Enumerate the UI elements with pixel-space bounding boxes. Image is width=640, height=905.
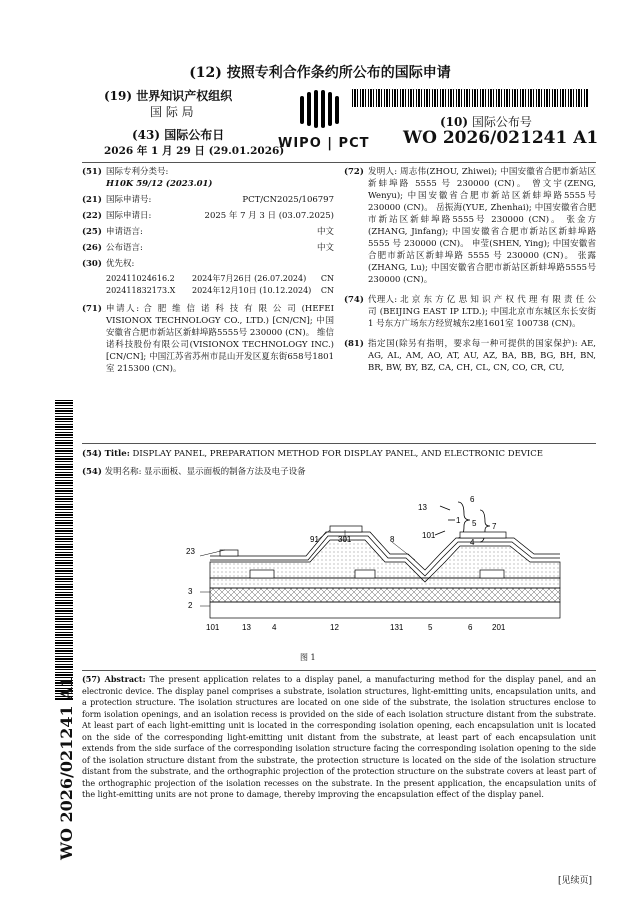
ipc-row [82,166,334,190]
app-no-value: PCT/CN2025/106797 [242,195,334,205]
publang-label: 公布语言: [106,243,143,253]
title-en-label: Title: [104,449,130,459]
states-row [344,338,596,374]
applicant-text: 申请人: 合 肥 维 信 诺 科 技 有 限 公 司 (HEFEI VISIONOX TECHNOLOGY CO., LTD.) [CN/CN]; 中国安徽省合肥市新站区新蚌埠路5555号 230000 (CN)。 维信诺科技股份有限公司(VISIONOX TECHNOLOGY INC.) [CN/CN]; 中国江苏省苏州市昆山开发区夏东街658号1801室 215300 (CN)。 [106,304,334,374]
lang-label: 申请语言: [106,227,143,237]
figure-label: 6 [468,623,473,632]
states-text: 指定国(除另有指明，要求每一种可提供的国家保护): AE, AG, AL, AM, AO, AT, AU, AZ, BA, BB, BG, BH, BN, BR, BW, BY, BZ, CA, CH, CL, CN, CO, CR, CU, [368,339,596,373]
priority-label: 优先权: [106,259,135,269]
pub-date-label: 国际公布日 [164,128,225,142]
figure-label: 5 [472,519,477,528]
figure-label: 301 [338,535,352,544]
states-code: (81) [344,339,364,349]
agent-code: (74) [344,295,364,305]
figure-label: 91 [310,535,319,544]
pub-no: WO 2026/021241 A1 [403,128,599,148]
figure-label: 12 [330,623,339,632]
priority-item: 202411832173.X 2024年12月10日 (10.12.2024) CN [106,286,334,295]
title-en-line [82,448,596,460]
figure-caption: 图 1 [300,653,316,662]
abstract [82,674,596,801]
side-pub-no-text: WO 2026/021241 A1 [57,676,76,860]
app-no-code: (21) [82,195,102,205]
inventor-row [344,166,596,286]
title-cn-line [82,466,596,478]
abstract-label: Abstract: [104,674,146,684]
org-line [104,87,232,104]
title-cn-code: (54) [82,467,102,477]
filing-value: 2025 年 7 月 3 日 (03.07.2025) [204,211,334,221]
applicant-code: (71) [82,304,102,314]
figure-label: 5 [428,623,433,632]
figure-label: 3 [188,587,193,596]
lang-row [82,226,334,238]
pub-date-code: (43) [132,128,161,142]
title-cn: 显示面板、显示面板的制备方法及电子设备 [144,467,306,477]
side-pub-no [55,676,79,860]
lang-value: 中文 [316,227,334,237]
header-rule [82,162,596,163]
pub-no-code: (10) [440,115,469,129]
agent-text: 代理人: 北 京 东 方 亿 思 知 识 产 权 代 理 有 限 责 任 公 司 (BEIJING EAST IP LTD.); 中国北京市东城区东长安街 1 号东方广场东方经贸城东2座1601室 100738 (CN)。 [368,295,596,329]
applicant-row [82,303,334,375]
figure-label: 1 [456,516,461,525]
app-no-row [82,194,334,206]
title-code: (54) [82,449,102,459]
inventor-text: 发明人: 周志伟(ZHOU, Zhiwei); 中国安徽省合肥市新站区新蚌埠路 5555 号 230000 (CN)。 曾文宇(ZENG, Wenyu); 中国安徽省合肥市新站区新蚌埠路5555号 230000 (CN)。 岳振海(YUE, Zhenhai); 中国安徽省合肥市新站区新蚌埠路5555号 230000 (CN)。 张金方(ZHANG, Jinfang); 中国安徽省合肥市新站区新蚌埠路 5555 号 230000 (CN)。 申莹(SHEN, Ying); 中国安徽省合肥市新站区新蚌埠路 5555 号 230000 (CN)。 张露(ZHANG, Lu); 中国安徽省合肥市新站区新蚌埠路5555号 230000 (CN)。 [368,167,596,285]
figure-label: 4 [272,623,277,632]
ipc-label: 国际专利分类号: [106,167,169,177]
filing-code: (22) [82,211,102,221]
document-title: (12) 按照专利合作条约所公布的国际申请 [189,65,451,81]
figure-label: 4 [470,538,475,547]
title-en: DISPLAY PANEL, PREPARATION METHOD FOR DISPLAY PANEL, AND ELECTRONIC DEVICE [132,449,543,459]
abstract-code: (57) [82,674,101,684]
pub-date: 2026 年 1 月 29 日 (29.01.2026) [104,145,285,157]
inventor-code: (72) [344,167,364,177]
bibliographic-right [344,166,596,377]
filing-row [82,210,334,222]
lang-code: (25) [82,227,102,237]
priority-row [82,258,334,270]
pub-no-label: 国际公布号 [471,115,532,129]
org-code: (19) [104,89,133,103]
publang-code: (26) [82,243,102,253]
priority-code: (30) [82,259,102,269]
abstract-text: The present application relates to a display panel, a manufacturing method for the display panel, and an electronic device. The display panel comprises a substrate, isolation structures, light-emitting units, encapsulation units, and a protection structure. The isolation structures are located on one side of the substrate, the isolation structures enclose to form isolation openings, and an isolation recess is provided on the side of each isolation structure distant from the substrate. At least part of each light-emitting unit is located in the corresponding isolation opening, each encapsulation unit is located on the side of the corresponding light-emitting unit distant from the substrate, at least part of each encapsulation unit extends from the side surface of the corresponding isolation structure facing the corresponding isolation opening to the side of the isolation structure distant from the substrate, the protection structure is located on the side of the isolation structure distant from the substrate, and the orthographic projection of the protection structure on the substrate covers at least part of the orthographic projection of the isolation recesses on the substrate. In the present application, the encapsulation units of the light-emitting units are not prone to damage, thereby improving the encapsulation effect of the display panel. [82,675,597,799]
side-barcode [55,400,73,700]
figure-label: 101 [206,623,220,632]
figure-label: 13 [418,503,427,512]
org-sub: 国 际 局 [150,105,194,119]
figure-label: 131 [390,623,404,632]
title-cn-label: 发明名称: [104,467,142,477]
ipc-value: H10K 59/12 (2023.01) [106,179,213,189]
abstract-rule [82,670,596,671]
publang-row [82,242,334,254]
figure-label: 201 [492,623,506,632]
filing-label: 国际申请日: [106,211,152,221]
app-no-label: 国际申请号: [106,195,152,205]
top-barcode [352,89,588,107]
figure-label: 6 [470,495,475,504]
figure-label: 23 [186,547,195,556]
cross-section-drawing [180,490,600,660]
logo-text: WIPO | PCT [278,136,370,151]
figure-label: 2 [188,601,193,610]
figure-1 [180,490,600,660]
org-name: 世界知识产权组织 [136,89,233,103]
ipc-code: (51) [82,167,102,177]
figure-label: 13 [242,623,251,632]
pub-date-line [132,126,224,143]
agent-row [344,294,596,330]
figure-label: 101 [422,531,436,540]
figure-label: 8 [390,535,395,544]
priority-list [82,273,334,297]
continued-note: [见续页] [557,876,592,886]
titles-rule [82,443,596,444]
priority-item: 202411024616.2 2024年7月26日 (26.07.2024) CN [106,274,334,283]
figure-label: 7 [492,522,497,531]
publang-value: 中文 [316,243,334,253]
bibliographic-left [82,166,334,378]
